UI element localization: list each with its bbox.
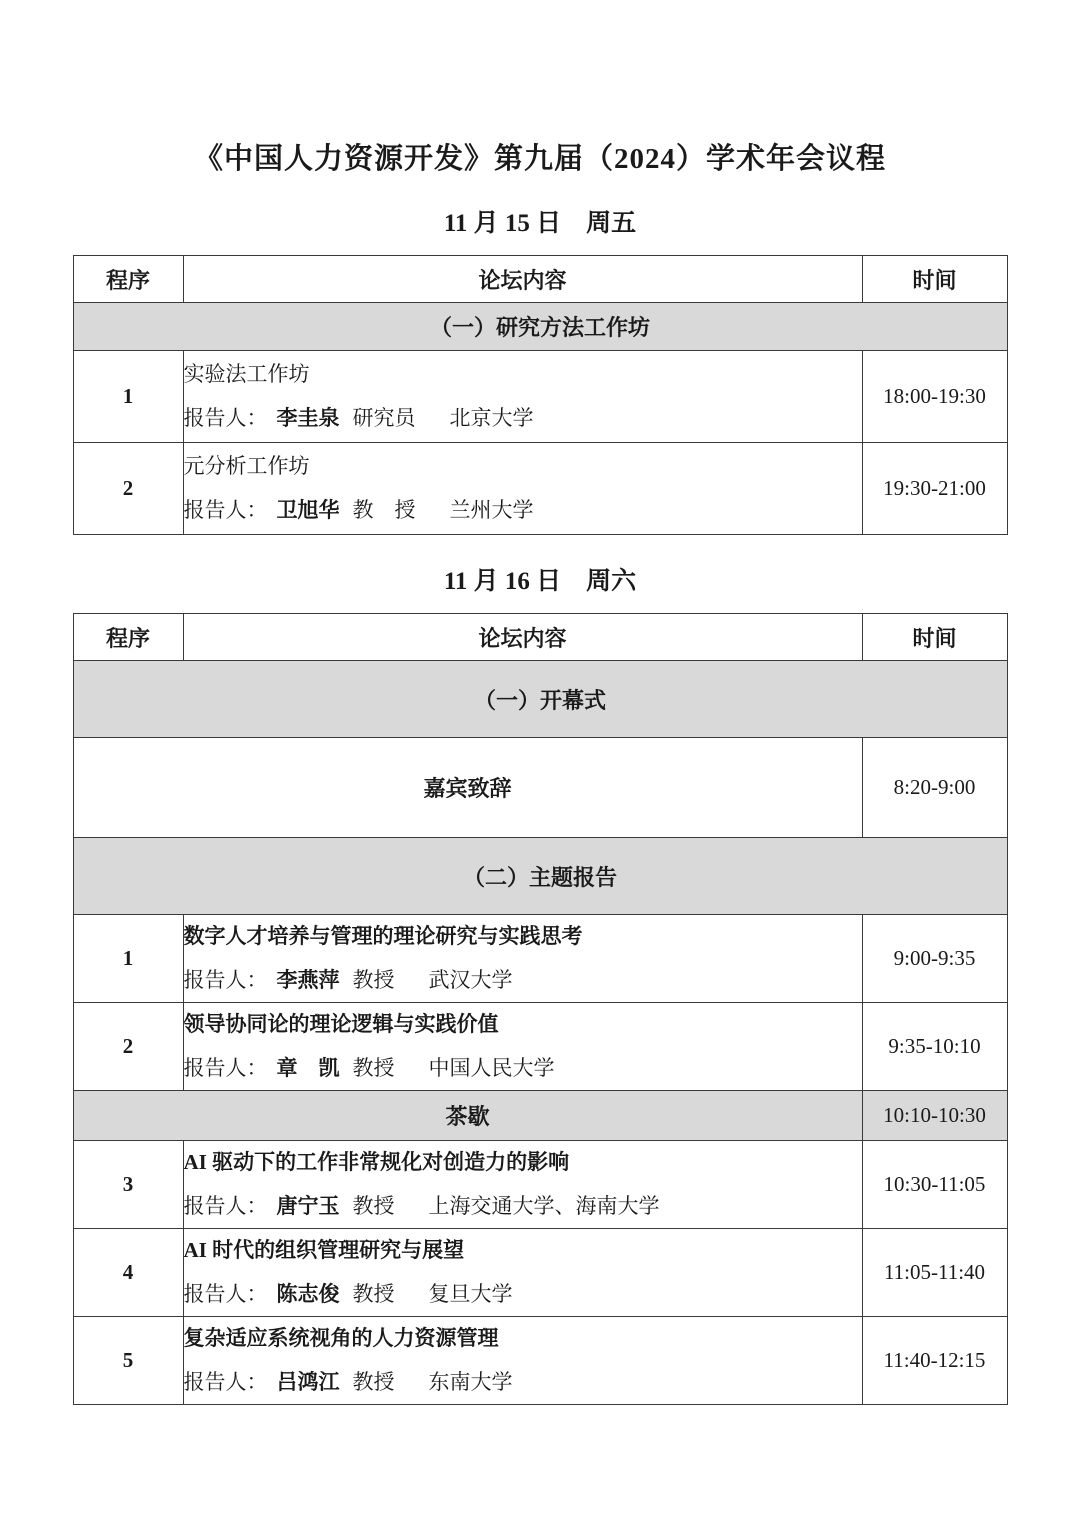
day1-row-2 (73, 443, 1007, 535)
talk-speaker-line (184, 405, 862, 432)
talk-time: 9:35-10:10 (862, 1003, 1007, 1091)
day2-header-row (73, 614, 1007, 661)
day2-section-opening-row (73, 661, 1007, 738)
talk-number: 3 (73, 1141, 183, 1229)
opening-speech-label: 嘉宾致辞 (73, 738, 862, 838)
day2-date-heading: 11 月 16 日 周六 (443, 568, 637, 595)
speaker-label: 报告人： (183, 1194, 268, 1218)
talk-title: 复杂适应系统视角的人力资源管理 (183, 1326, 499, 1350)
talk-number: 2 (73, 443, 183, 535)
speaker-role: 教授 (352, 968, 395, 992)
opening-speech-time: 8:20-9:00 (862, 738, 1007, 838)
speaker-role: 教授 (352, 1282, 395, 1306)
talk-content-cell (183, 1317, 862, 1405)
tea-break-label: 茶歇 (73, 1091, 862, 1141)
speaker-name: 李圭泉 (276, 406, 340, 430)
talk-content-cell (183, 1229, 862, 1317)
speaker-role: 研究员 (352, 406, 416, 430)
speaker-role: 教授 (352, 1194, 395, 1218)
talk-title: 实验法工作坊 (183, 362, 310, 386)
speaker-label: 报告人： (183, 1370, 268, 1394)
day1-col-header-sequence: 程序 (73, 256, 183, 303)
tea-break-time: 10:10-10:30 (862, 1091, 1007, 1141)
speaker-name: 吕鸿江 (276, 1370, 340, 1394)
speaker-affiliation: 兰州大学 (449, 498, 534, 522)
day2-col-header-time: 时间 (862, 614, 1007, 661)
speaker-role: 教授 (352, 1056, 395, 1080)
talk-time: 11:40-12:15 (862, 1317, 1007, 1405)
talk-number: 5 (73, 1317, 183, 1405)
speaker-name: 章 凯 (276, 1056, 340, 1080)
day2-row-4 (73, 1229, 1007, 1317)
speaker-name: 陈志俊 (276, 1282, 340, 1306)
day1-col-header-time: 时间 (862, 256, 1007, 303)
day2-section-opening-label: （一）开幕式 (73, 661, 1007, 738)
talk-content-cell (183, 1003, 862, 1091)
talk-time: 19:30-21:00 (862, 443, 1007, 535)
speaker-affiliation: 东南大学 (428, 1370, 513, 1394)
speaker-role: 教 授 (352, 498, 416, 522)
talk-title: AI 时代的组织管理研究与展望 (183, 1238, 465, 1262)
talk-speaker-line (184, 1193, 862, 1220)
talk-content-cell (183, 351, 862, 443)
day1-col-header-content: 论坛内容 (183, 256, 862, 303)
tea-break-row (73, 1091, 1007, 1141)
speaker-label: 报告人： (183, 498, 268, 522)
day2-section-keynotes-row (73, 838, 1007, 915)
talk-number: 2 (73, 1003, 183, 1091)
day1-agenda-table (73, 255, 1008, 535)
day1-row-1 (73, 351, 1007, 443)
speaker-name: 卫旭华 (276, 498, 340, 522)
talk-title: AI 驱动下的工作非常规化对创造力的影响 (183, 1150, 570, 1174)
day2-col-header-sequence: 程序 (73, 614, 183, 661)
talk-time: 11:05-11:40 (862, 1229, 1007, 1317)
speaker-label: 报告人： (183, 1282, 268, 1306)
day2-row-2 (73, 1003, 1007, 1091)
talk-speaker-line (184, 967, 862, 994)
day1-section-row (73, 303, 1007, 351)
talk-content-cell (183, 1141, 862, 1229)
speaker-affiliation: 复旦大学 (428, 1282, 513, 1306)
speaker-label: 报告人： (183, 406, 268, 430)
day1-section-label: （一）研究方法工作坊 (73, 303, 1007, 351)
day2-row-5 (73, 1317, 1007, 1405)
talk-number: 1 (73, 915, 183, 1003)
talk-speaker-line (184, 1281, 862, 1308)
talk-time: 9:00-9:35 (862, 915, 1007, 1003)
talk-time: 18:00-19:30 (862, 351, 1007, 443)
talk-number: 4 (73, 1229, 183, 1317)
talk-content-cell (183, 915, 862, 1003)
speaker-role: 教授 (352, 1370, 395, 1394)
day2-col-header-content: 论坛内容 (183, 614, 862, 661)
speaker-affiliation: 上海交通大学、海南大学 (428, 1194, 660, 1218)
talk-speaker-line (184, 497, 862, 524)
day1-date-heading: 11 月 15 日 周五 (443, 210, 637, 237)
talk-title: 领导协同论的理论逻辑与实践价值 (183, 1012, 499, 1036)
document-title: 《中国人力资源开发》第九届（2024）学术年会议程 (193, 143, 886, 175)
day2-opening-speech-row (73, 738, 1007, 838)
talk-speaker-line (184, 1055, 862, 1082)
speaker-label: 报告人： (183, 968, 268, 992)
talk-time: 10:30-11:05 (862, 1141, 1007, 1229)
day2-agenda-table (73, 613, 1008, 1405)
day1-header-row (73, 256, 1007, 303)
speaker-affiliation: 中国人民大学 (428, 1056, 555, 1080)
talk-title: 数字人才培养与管理的理论研究与实践思考 (183, 924, 583, 948)
talk-title: 元分析工作坊 (183, 454, 310, 478)
day2-row-1 (73, 915, 1007, 1003)
talk-number: 1 (73, 351, 183, 443)
talk-content-cell (183, 443, 862, 535)
speaker-name: 唐宁玉 (276, 1194, 340, 1218)
talk-speaker-line (184, 1369, 862, 1396)
day2-section-keynotes-label: （二）主题报告 (73, 838, 1007, 915)
speaker-label: 报告人： (183, 1056, 268, 1080)
speaker-name: 李燕萍 (276, 968, 340, 992)
speaker-affiliation: 北京大学 (449, 406, 534, 430)
speaker-affiliation: 武汉大学 (428, 968, 513, 992)
day2-row-3 (73, 1141, 1007, 1229)
